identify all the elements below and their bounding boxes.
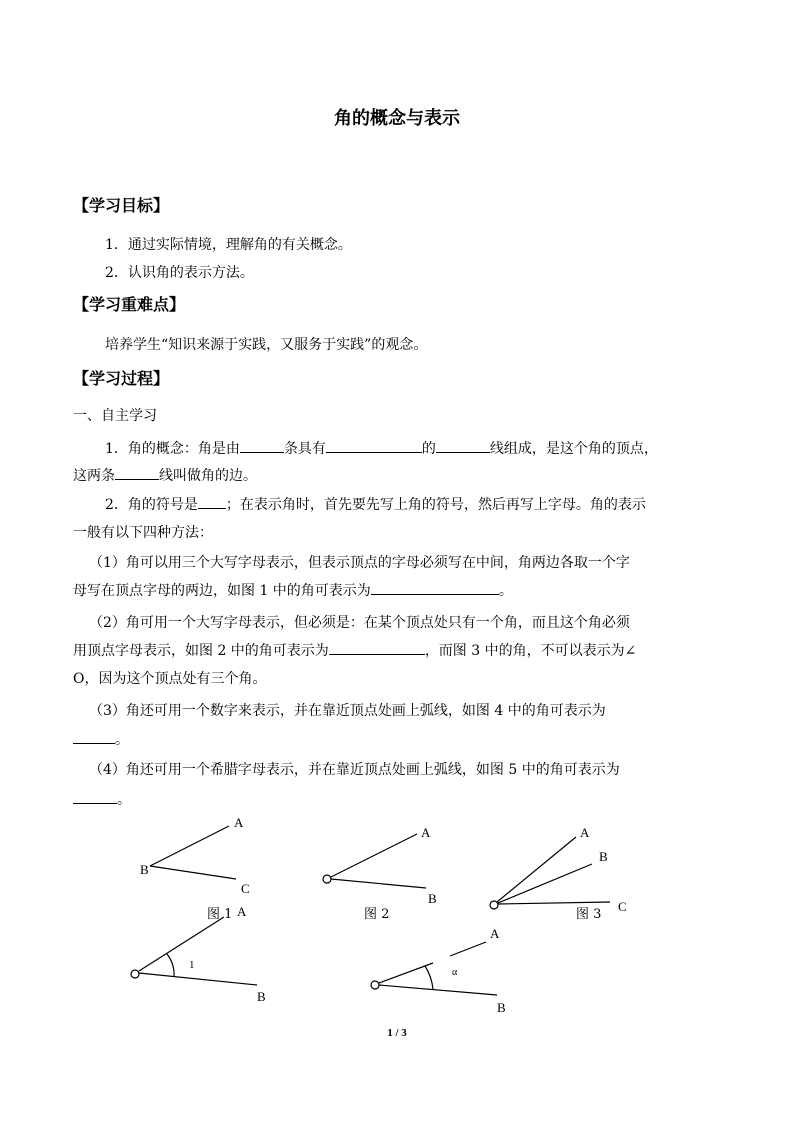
page-number: 1 / 3 (387, 1027, 407, 1039)
item1-text-f: 线叫做角的边。 (159, 468, 257, 484)
fig4-label-b: B (257, 989, 266, 1004)
key-points-text: 培养学生“知识来源于实践，又服务于实践”的观念。 (105, 337, 428, 353)
fig3-vertex-o (490, 901, 498, 909)
method3-line1: （3）角还可用一个数字来表示，并在靠近顶点处画上弧线，如图 4 中的角可表示为 (89, 703, 606, 719)
method2-text-b: 用顶点字母表示，如图 2 中的角可表示为 (73, 643, 329, 659)
method1-text-b: 母写在顶点字母的两边，如图 1 中的角可表示为 (73, 583, 371, 599)
goals-heading: 【学习目标】 (73, 196, 170, 215)
fig2-ray-ob (331, 879, 426, 888)
method1-line1: （1）角可以用三个大写字母表示，但表示顶点的字母必须写在中间，角两边各取一个字 (89, 555, 630, 571)
self-study-heading: 一、自主学习 (73, 408, 157, 424)
method2-text-c: ，而图 3 中的角，不可以表示为∠ (424, 643, 637, 659)
fig5-ray-ob (379, 985, 497, 995)
fig4-ray-ob (139, 973, 257, 985)
fig4-ray-oa (139, 917, 224, 971)
fig4-angle-arc (167, 954, 174, 977)
fig2-ray-oa (331, 834, 417, 877)
fig4-vertex-o (131, 970, 139, 978)
goal-2: 2．认识角的表示方法。 (105, 265, 254, 281)
item1-text-c: 的 (421, 441, 436, 457)
fig3-ray-ob (498, 864, 592, 903)
fig1-label-a: A (234, 815, 244, 830)
fig3-label-a: A (580, 825, 590, 840)
method2-line1: （2）角可用一个大写字母表示，但必须是：在某个顶点处只有一个角，而且这个角必须 (89, 615, 630, 631)
item2-line2: 一般有以下四种方法： (73, 525, 213, 541)
fig3-label-c: C (618, 899, 627, 914)
fig2-label-a: A (421, 825, 431, 840)
process-heading: 【学习过程】 (73, 369, 170, 388)
key-points-heading: 【学习重难点】 (73, 295, 186, 314)
fig5-label-alpha: α (452, 967, 458, 978)
fig5-ray-oa-far (450, 942, 486, 956)
fig5-vertex-o (371, 981, 379, 989)
fig3-ray-oc (498, 902, 610, 904)
fig5-ray-oa-near (379, 963, 433, 983)
fig3-ray-oa (497, 837, 576, 902)
item2-text-b: ；在表示角时，首先要先写上角的符号，然后再写上字母。角的表示 (225, 497, 646, 513)
fig3-caption: 图 3 (576, 907, 602, 922)
fig5-label-b: B (497, 1000, 506, 1015)
fig5-label-a: A (490, 926, 500, 941)
method2-line3: O，因为这个顶点处有三个角。 (73, 671, 267, 687)
fig2-label-b: B (428, 891, 437, 906)
fig1-caption: 图 1 (207, 907, 233, 922)
method3-text-b: 。 (115, 732, 129, 748)
item1-text-e: 这两条 (73, 468, 115, 484)
fig1-ray-ba (150, 826, 229, 866)
method1-text-c: 。 (498, 583, 513, 599)
fig1-ray-bc (150, 866, 236, 879)
fig3-label-b: B (599, 849, 608, 864)
fig1-label-b: B (140, 862, 149, 877)
fig2-vertex-o (323, 875, 331, 883)
item1-text-b: 条具有 (283, 441, 326, 457)
fig1-label-c: C (241, 881, 250, 896)
item1-text-d: 线组成，是这个角的顶点， (489, 441, 658, 457)
fig5-angle-arc (425, 966, 433, 989)
goal-1: 1．通过实际情境，理解角的有关概念。 (105, 237, 352, 253)
fig4-label-a: A (237, 904, 247, 919)
fig2-caption: 图 2 (364, 907, 390, 922)
item2-text-a: 2．角的符号是 (105, 497, 198, 513)
page-title: 角的概念与表示 (334, 108, 460, 129)
method4-text-b: 。 (117, 792, 131, 808)
method4-line1: （4）角还可用一个希腊字母表示，并在靠近顶点处画上弧线，如图 5 中的角可表示为 (89, 762, 620, 778)
fig4-label-1: 1 (189, 959, 195, 971)
item1-text-a: 1．角的概念：角是由 (105, 441, 240, 457)
